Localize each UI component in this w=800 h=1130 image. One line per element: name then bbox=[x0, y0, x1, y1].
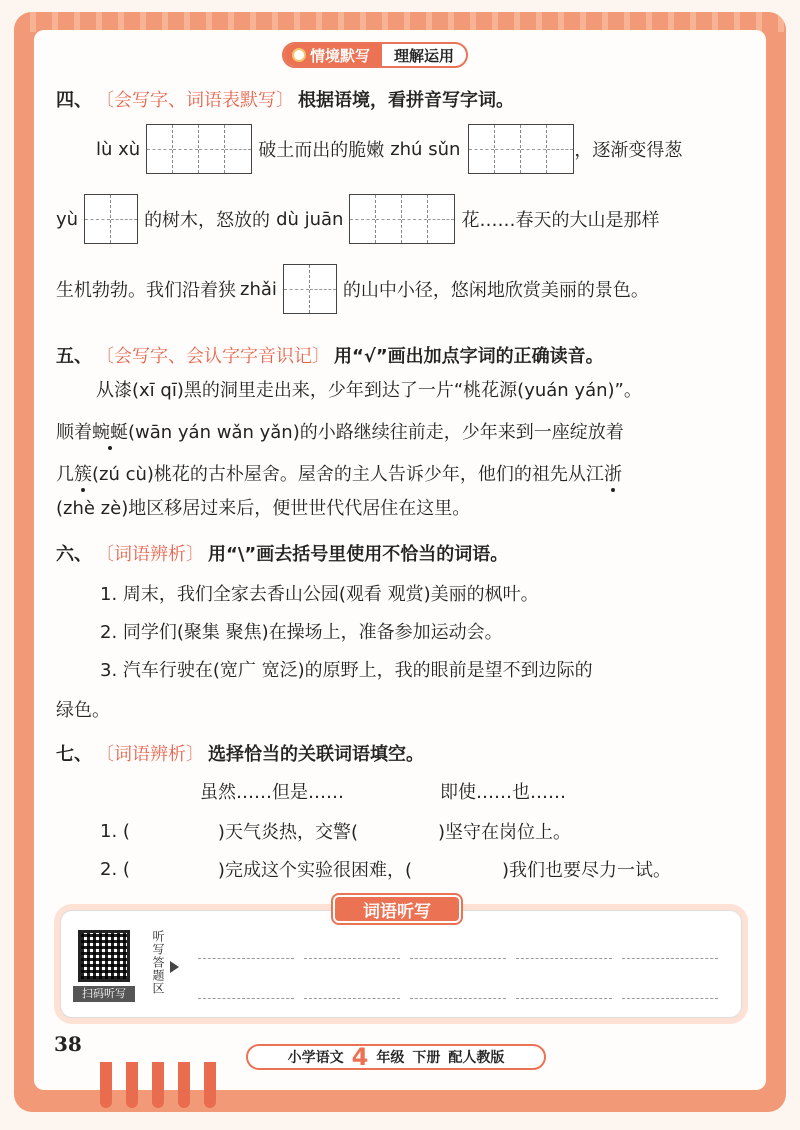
s7-item2 bbox=[100, 856, 671, 882]
write-line[interactable] bbox=[198, 998, 294, 999]
write-line[interactable] bbox=[410, 958, 506, 959]
s4-line1 bbox=[96, 124, 682, 174]
pinyin: zhú sǔn bbox=[390, 138, 461, 160]
subject: 小学语文 bbox=[287, 1050, 344, 1066]
answer-box[interactable] bbox=[84, 194, 138, 244]
text: 几 bbox=[56, 464, 74, 485]
s5-para1: 从漆(xī qī)黑的洞里走出来，少年到达了一片“桃花源(yuán yán)”。 bbox=[96, 380, 642, 401]
answer-box[interactable] bbox=[283, 264, 337, 314]
section-tag: 〔会写字、会认字字音识记〕 bbox=[96, 346, 330, 367]
section-title: 用“\”画去括号里使用不恰当的词语。 bbox=[208, 544, 509, 565]
s6-item1: 1. 周末，我们全家去香山公园(观看 观赏)美丽的枫叶。 bbox=[100, 584, 539, 605]
text: 的树木，怒放的 bbox=[144, 210, 271, 231]
pinyin: yù bbox=[56, 208, 79, 230]
binding-decoration bbox=[126, 1062, 138, 1108]
binding-decoration bbox=[152, 1062, 164, 1108]
text: )我们也要尽力一试。 bbox=[501, 860, 671, 881]
text: (zú cù)桃花的古朴屋舍。屋舍的主人告诉少年，他们的祖先从江 bbox=[92, 464, 604, 485]
pinyin: zhǎi bbox=[240, 278, 277, 300]
write-line[interactable] bbox=[198, 958, 294, 959]
term: 下册 bbox=[412, 1050, 441, 1066]
s7-option-2: 即使……也…… bbox=[440, 782, 566, 803]
text: (wān yán wǎn yǎn)的小路继续往前走，少年来到一座绽放着 bbox=[128, 422, 624, 443]
text: 花……春天的大山是那样 bbox=[461, 210, 660, 231]
text: ，逐渐变得葱 bbox=[574, 140, 683, 161]
grade-label: 年级 bbox=[376, 1050, 405, 1066]
arrow-right-icon bbox=[170, 961, 179, 973]
text: )坚守在岗位上。 bbox=[437, 822, 571, 843]
write-line[interactable] bbox=[516, 998, 612, 999]
s4-line2 bbox=[56, 194, 659, 244]
section-tag: 〔会写字、词语表默写〕 bbox=[96, 90, 294, 111]
section-title: 用“√”画出加点字词的正确读音。 bbox=[334, 346, 604, 367]
write-line[interactable] bbox=[304, 958, 400, 959]
section-tag: 〔词语辨析〕 bbox=[96, 544, 204, 565]
header-right: 理解运用 bbox=[394, 46, 455, 65]
marked-word: 簇 bbox=[74, 460, 92, 486]
write-line[interactable] bbox=[622, 998, 718, 999]
text: 破土而出的脆嫩 bbox=[258, 140, 385, 161]
section-title: 选择恰当的关联词语填空。 bbox=[208, 744, 424, 765]
text: )完成这个实验很困难，( bbox=[217, 860, 412, 881]
text: 1. ( bbox=[100, 820, 130, 842]
answer-box[interactable] bbox=[468, 124, 574, 174]
dictation-title: 词语听写 bbox=[333, 895, 461, 923]
write-line[interactable] bbox=[516, 958, 612, 959]
section-title: 根据语境，看拼音写字词。 bbox=[298, 90, 514, 111]
grade-number: 4 bbox=[351, 1043, 369, 1071]
header-left-label: 情境默写 bbox=[310, 46, 371, 65]
marked-word: 蜿蜒 bbox=[92, 418, 128, 444]
qr-code-icon[interactable] bbox=[78, 930, 130, 982]
section-number: 四、 bbox=[56, 90, 92, 111]
s4-line3 bbox=[56, 264, 649, 314]
marked-word: 浙 bbox=[604, 460, 622, 486]
text: 的山中小径，悠闲地欣赏美丽的景色。 bbox=[342, 280, 649, 301]
text: 顺着 bbox=[56, 422, 92, 443]
section-4-heading bbox=[56, 86, 514, 112]
section-7-heading bbox=[56, 740, 424, 766]
section-6-heading bbox=[56, 540, 508, 566]
s7-option-1: 虽然……但是…… bbox=[200, 782, 344, 803]
s7-item1 bbox=[100, 818, 571, 844]
pinyin: lù xù bbox=[96, 138, 141, 160]
footer-book-info bbox=[246, 1044, 546, 1070]
s5-para4: (zhè zè)地区移居过来后，便世世代代居住在这里。 bbox=[56, 498, 471, 519]
answer-box[interactable] bbox=[349, 194, 455, 244]
s6-item3-cont: 绿色。 bbox=[56, 700, 110, 721]
section-header bbox=[282, 42, 468, 68]
s5-para2 bbox=[56, 418, 624, 444]
answer-box[interactable] bbox=[146, 124, 252, 174]
answer-area-label: 听写答题区 bbox=[151, 930, 165, 995]
write-line[interactable] bbox=[622, 958, 718, 959]
binding-decoration bbox=[178, 1062, 190, 1108]
section-5-heading bbox=[56, 342, 604, 368]
pinyin: dù juān bbox=[276, 208, 344, 230]
write-line[interactable] bbox=[304, 998, 400, 999]
s6-item2: 2. 同学们(聚集 聚焦)在操场上，准备参加运动会。 bbox=[100, 622, 503, 643]
s5-para3 bbox=[56, 460, 622, 486]
section-tag: 〔词语辨析〕 bbox=[96, 744, 204, 765]
section-number: 六、 bbox=[56, 544, 92, 565]
top-decoration bbox=[14, 12, 786, 32]
medal-icon bbox=[292, 48, 306, 62]
section-number: 七、 bbox=[56, 744, 92, 765]
write-line[interactable] bbox=[410, 998, 506, 999]
scan-label: 扫码听写 bbox=[73, 986, 135, 1002]
header-left bbox=[284, 44, 382, 66]
text: 生机勃勃。我们沿着狭 bbox=[56, 280, 236, 301]
text: )天气炎热，交警( bbox=[217, 822, 358, 843]
binding-decoration bbox=[100, 1062, 112, 1108]
text: 2. ( bbox=[100, 858, 130, 880]
section-number: 五、 bbox=[56, 346, 92, 367]
edition: 配人教版 bbox=[448, 1050, 505, 1066]
s6-item3: 3. 汽车行驶在(宽广 宽泛)的原野上，我的眼前是望不到边际的 bbox=[100, 660, 593, 681]
binding-decoration bbox=[204, 1062, 216, 1108]
page-number: 38 bbox=[54, 1032, 82, 1056]
